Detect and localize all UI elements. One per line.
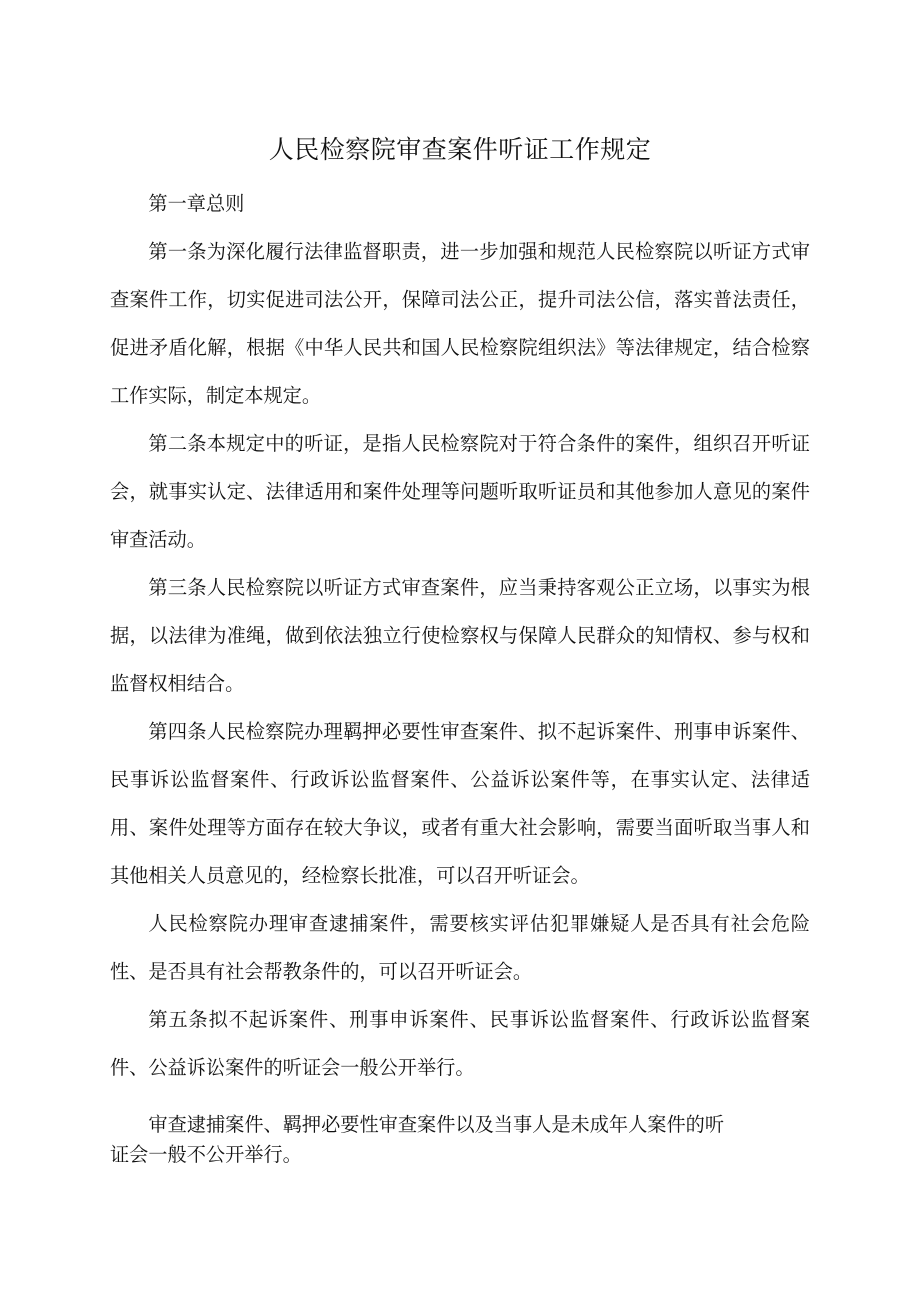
article-2-paragraph: 第二条本规定中的听证，是指人民检察院对于符合条件的案件，组织召开听证会，就事实认定、法律适用和案件处理等问题听取听证员和其他参加人意见的案件审查活动。: [110, 432, 810, 551]
article-5-paragraph: 第五条拟不起诉案件、刑事申诉案件、民事诉讼监督案件、行政诉讼监督案件、公益诉讼案件的听证会一般公开举行。: [110, 1008, 810, 1079]
chapter-heading: 第一章总则: [148, 192, 245, 215]
article-1-paragraph: 第一条为深化履行法律监督职责，进一步加强和规范人民检察院以听证方式审查案件工作，切实促进司法公开，保障司法公正，提升司法公信，落实普法责任，促进矛盾化解，根据《中华人民共和国人民检察院组织法》等法律规定，结合检察工作实际，制定本规定。: [110, 240, 810, 407]
article-3-paragraph: 第三条人民检察院以听证方式审查案件，应当秉持客观公正立场，以事实为根据，以法律为准绳，做到依法独立行使检察权与保障人民群众的知情权、参与权和监督权相结合。: [110, 576, 810, 695]
article-4-supplement-paragraph: 人民检察院办理审查逮捕案件，需要核实评估犯罪嫌疑人是否具有社会危险性、是否具有社会帮教条件的，可以召开听证会。: [110, 912, 810, 983]
document-title: 人民检察院审查案件听证工作规定: [268, 135, 652, 164]
article-5-supplement-paragraph: [110, 1110, 810, 1170]
article-5-supplement-line-2: 证会一般不公开举行。: [110, 1143, 302, 1166]
article-4-paragraph: 第四条人民检察院办理羁押必要性审查案件、拟不起诉案件、刑事申诉案件、民事诉讼监督案件、行政诉讼监督案件、公益诉讼案件等，在事实认定、法律适用、案件处理等方面存在较大争议，或者有重大社会影响，需要当面听取当事人和其他相关人员意见的，经检察长批准，可以召开听证会。: [110, 720, 810, 887]
article-5-supplement-line-1: 审查逮捕案件、羁押必要性审查案件以及当事人是未成年人案件的听: [148, 1113, 725, 1136]
document-body: [110, 180, 810, 1092]
